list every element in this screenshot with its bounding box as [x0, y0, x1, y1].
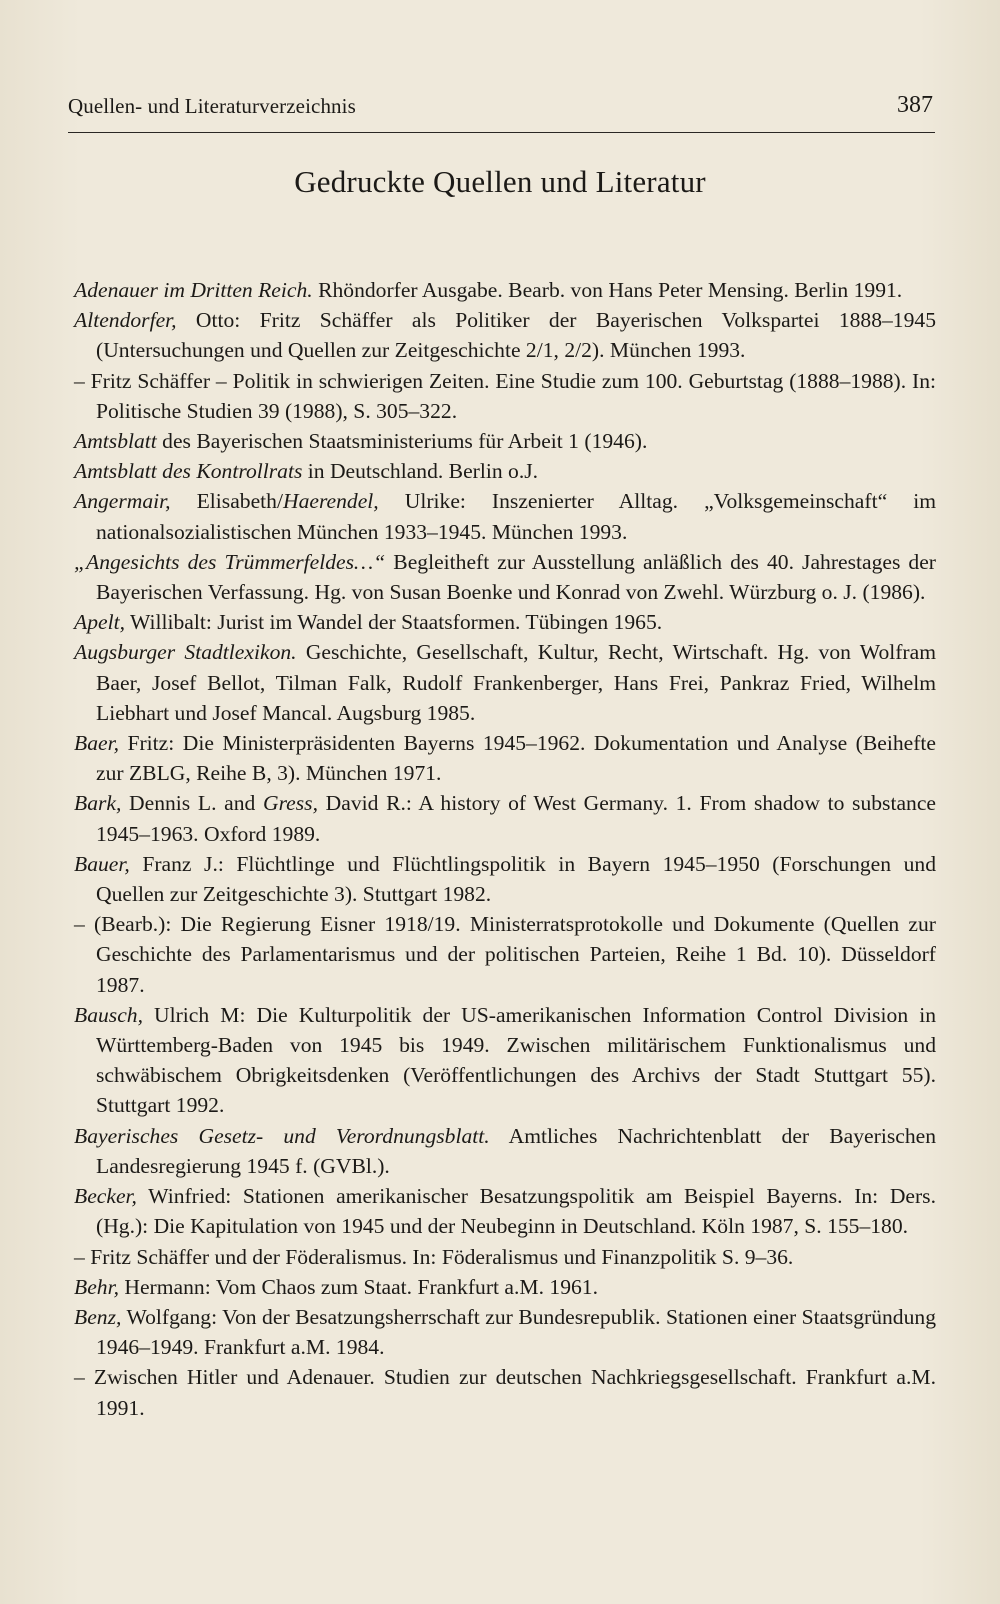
- bibliography-entry: [74, 1121, 936, 1181]
- entry-text: – Zwischen Hitler und Adenauer. Studien zur deutschen Nachkriegsgesellschaft. Frankfurt a.M. 1991.: [74, 1365, 936, 1420]
- entry-text: Winfried: Stationen amerikanischer Besatzungspolitik am Beispiel Bayerns. In: Ders. (Hg.): Die Kapitulation von 1945 und der Neubeginn in Deutschland. Köln 1987, S. 155–180.: [96, 1184, 936, 1239]
- bibliography-entry: [74, 486, 936, 546]
- entry-author-or-title: Augsburger Stadtlexikon.: [74, 640, 297, 665]
- bibliography-entry: [74, 426, 936, 456]
- bibliography-entry: [74, 305, 936, 365]
- entry-author-or-title: Altendorfer,: [74, 308, 177, 333]
- entry-author-or-title: Baer,: [74, 731, 119, 756]
- entry-author-or-title: Bauer,: [74, 851, 130, 876]
- entry-text: Willibalt: Jurist im Wandel der Staatsformen. Tübingen 1965.: [124, 610, 663, 635]
- entry-author-or-title: Amtsblatt des Kontrollrats: [74, 459, 303, 484]
- entry-author-or-title: Angermair,: [74, 489, 171, 514]
- bibliography-entry: [74, 1362, 936, 1422]
- entry-text: Wolfgang: Von der Besatzungsherrschaft zur Bundesrepublik. Stationen einer Staatsgründung 1946–1949. Frankfurt a.M. 1984.: [96, 1304, 936, 1360]
- entry-text: Begleitheft zur Ausstellung anläßlich des 40. Jahrestages der Bayerischen Verfassung. Hg. von Susan Boenke und Konrad von Zwehl. Würzburg o. J. (1986).: [96, 549, 936, 605]
- bibliography-entry: [74, 728, 936, 788]
- bibliography-entry: [74, 607, 936, 637]
- entry-author-or-title: Adenauer im Dritten Reich.: [74, 278, 313, 302]
- entry-text: Ulrike: Inszenierter Alltag. „Volksgemeinschaft“ im nationalsozialistischen München 1933–1945. München 1993.: [96, 489, 936, 544]
- bibliography-entry: [74, 788, 936, 848]
- bibliography-entry: [74, 366, 936, 426]
- running-header: [68, 92, 935, 133]
- entry-text: David R.: A history of West Germany. 1. From shadow to substance 1945–1963. Oxford 1989.: [96, 791, 936, 846]
- bibliography-entry: [74, 1242, 936, 1272]
- page-number: 387: [897, 92, 933, 118]
- bibliography-entry: [74, 1272, 936, 1302]
- entry-author-or-title: Amtsblatt: [74, 429, 157, 454]
- entry-author-or-title: Bayerisches Gesetz- und Verordnungsblatt.: [74, 1123, 490, 1148]
- entry-text: des Bayerischen Staatsministeriums für Arbeit 1 (1946).: [156, 429, 648, 454]
- entry-author-or-title: „Angesichts des Trümmerfeldes…“: [74, 549, 386, 574]
- bibliography-entry: [74, 1181, 936, 1241]
- bibliography-entry: [74, 849, 936, 909]
- entry-text: – Fritz Schäffer – Politik in schwierigen Zeiten. Eine Studie zum 100. Geburtstag (1888–1988). In: Politische Studien 39 (1988), S. 305–322.: [74, 368, 936, 423]
- entry-text: – Fritz Schäffer und der Föderalismus. In: Föderalismus und Finanzpolitik S. 9–36.: [74, 1244, 794, 1269]
- entry-text: Fritz: Die Ministerpräsidenten Bayerns 1945–1962. Dokumentation und Analyse (Beihefte zur ZBLG, Reihe B, 3). München 1971.: [96, 731, 936, 786]
- entry-text: Franz J.: Flüchtlinge und Flüchtlingspolitik in Bayern 1945–1950 (Forschungen und Quellen zur Zeitgeschichte 3). Stuttgart 1982.: [96, 851, 936, 907]
- entry-author-or-title: Becker,: [74, 1184, 137, 1209]
- bibliography-entry: [74, 1000, 936, 1121]
- bibliography-entry: [74, 909, 936, 1000]
- section-title: Gedruckte Quellen und Literatur: [294, 164, 706, 199]
- entry-text: Otto: Fritz Schäffer als Politiker der Bayerischen Volkspartei 1888–1945 (Untersuchungen und Quellen zur Zeitgeschichte 2/1, 2/2). München 1993.: [96, 308, 936, 363]
- bibliography-entry: [74, 547, 936, 607]
- entry-author-or-title: Bausch,: [74, 1002, 143, 1027]
- bibliography-entry: [74, 456, 936, 486]
- bibliography-entry: [74, 1302, 936, 1362]
- entry-author-or-title: Gress,: [262, 791, 318, 816]
- entry-author-or-title: Bark,: [74, 791, 122, 816]
- entry-text: Elisabeth/: [170, 489, 283, 514]
- entry-text: Dennis L. and: [121, 791, 263, 816]
- bibliography-entry: [74, 275, 936, 305]
- entry-text: Rhöndorfer Ausgabe. Bearb. von Hans Peter Mensing. Berlin 1991.: [312, 278, 903, 302]
- bibliography-entry: [74, 637, 936, 728]
- entry-author-or-title: Haerendel,: [282, 489, 379, 514]
- entry-author-or-title: Behr,: [74, 1274, 119, 1299]
- entry-author-or-title: Benz,: [74, 1304, 122, 1329]
- entry-text: Geschichte, Gesellschaft, Kultur, Recht, Wirtschaft. Hg. von Wolfram Baer, Josef Bellot, Tilman Falk, Rudolf Frankenberger, Hans Frei, Pankraz Fried, Wilhelm Liebhart und Josef Mancal. Augsburg 1985.: [96, 640, 936, 725]
- entry-text: – (Bearb.): Die Regierung Eisner 1918/19. Ministerratsprotokolle und Dokumente (Quellen zur Geschichte des Parlamentarismus und der politischen Parteien, Reihe 1 Bd. 10). Düsseldorf 1987.: [74, 912, 936, 997]
- entry-text: in Deutschland. Berlin o.J.: [302, 459, 539, 484]
- entry-text: Ulrich M: Die Kulturpolitik der US-amerikanischen Information Control Division in Württemberg-Baden von 1945 bis 1949. Zwischen militärischem Funktionalismus und schwäbischem Obrigkeitsdenken (Veröffentlichungen des Archivs der Stadt Stuttgart 55). Stuttgart 1992.: [96, 1002, 936, 1118]
- running-title: Quellen- und Literaturverzeichnis: [68, 94, 356, 118]
- entry-text: Hermann: Vom Chaos zum Staat. Frankfurt a.M. 1961.: [118, 1274, 598, 1299]
- entry-author-or-title: Apelt,: [74, 610, 125, 635]
- entry-text: Amtliches Nachrichtenblatt der Bayerischen Landesregierung 1945 f. (GVBl.).: [96, 1123, 936, 1178]
- bibliography-list: [74, 275, 936, 1423]
